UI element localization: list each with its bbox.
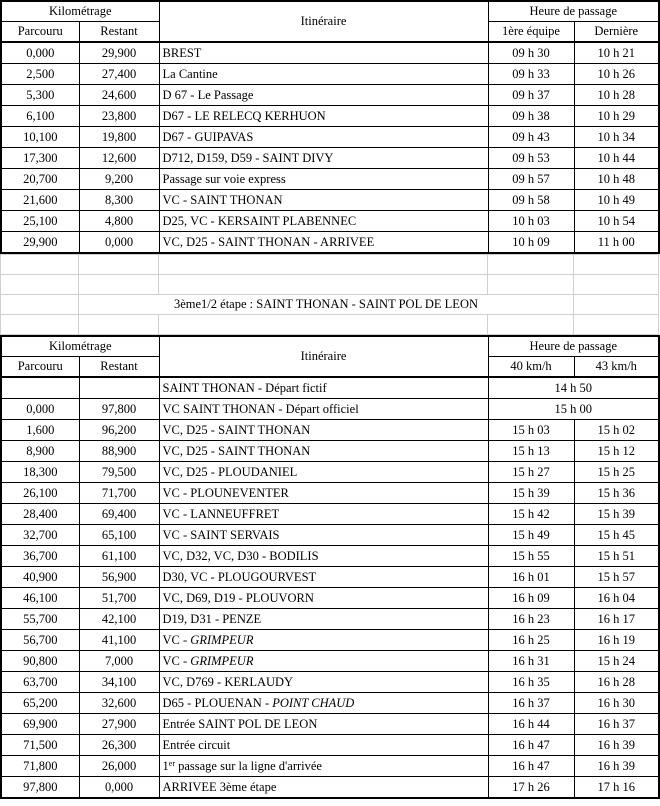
table-row	[1, 420, 659, 441]
restant-cell: 26,300	[79, 735, 159, 756]
itineraire-text: La Cantine	[162, 67, 218, 81]
parcouru-cell: 69,900	[1, 714, 79, 735]
time-first-cell: 16 h 35	[488, 672, 574, 693]
parcouru-cell: 18,300	[1, 462, 79, 483]
time-first-cell: 09 h 33	[488, 64, 574, 85]
time-first-cell: 10 h 03	[488, 211, 574, 232]
speed-40-header: 40 km/h	[488, 357, 574, 378]
itineraire-text: D65 - PLOUENAN -	[162, 696, 273, 710]
time-first-cell: 10 h 09	[488, 232, 574, 254]
itineraire-text: VC - LANNEUFFRET	[162, 507, 280, 521]
itineraire-text: VC -	[162, 654, 191, 668]
time-last-cell: 16 h 19	[574, 630, 659, 651]
itineraire-text: ARRIVEE 3ème étape	[162, 780, 277, 794]
restant-cell: 69,400	[79, 504, 159, 525]
time-last-cell: 16 h 17	[574, 609, 659, 630]
time-last-cell: 16 h 28	[574, 672, 659, 693]
time-last-cell: 10 h 54	[574, 211, 659, 232]
itineraire-text: D 67 - Le Passage	[162, 88, 254, 102]
itineraire-cell	[159, 714, 488, 735]
first-team-header: 1ère équipe	[488, 22, 574, 43]
itineraire-cell	[159, 651, 488, 672]
parcouru-cell: 26,100	[1, 483, 79, 504]
itineraire-text-rest: passage sur la ligne d'arrivée	[174, 759, 322, 773]
time-last-cell: 10 h 21	[574, 42, 659, 64]
parcouru-cell: 20,700	[1, 169, 79, 190]
itineraire-text: D19, D31 - PENZE	[162, 612, 262, 626]
parcouru-cell: 46,100	[1, 588, 79, 609]
itineraire-text: VC - SAINT THONAN	[162, 193, 283, 207]
last-header: Dernière	[574, 22, 659, 43]
itineraire-text: 1	[162, 759, 169, 773]
time-first-cell: 15 h 42	[488, 504, 574, 525]
parcouru-cell: 8,900	[1, 441, 79, 462]
itineraire-cell	[159, 232, 488, 254]
parcouru-cell: 2,500	[1, 64, 79, 85]
time-first-cell: 09 h 58	[488, 190, 574, 211]
time-first-cell: 16 h 47	[488, 756, 574, 777]
itineraire-text: VC, D69, D19 - PLOUVORN	[162, 591, 314, 605]
time-last-cell: 15 h 25	[574, 462, 659, 483]
itineraire-cell	[159, 85, 488, 106]
time-last-cell: 17 h 16	[574, 777, 659, 799]
heure-passage-header: Heure de passage	[488, 336, 659, 357]
restant-cell: 56,900	[79, 567, 159, 588]
restant-cell: 34,100	[79, 672, 159, 693]
table-row	[1, 588, 659, 609]
time-first-cell: 15 h 27	[488, 462, 574, 483]
itineraire-text: VC, D25 - PLOUDANIEL	[162, 465, 298, 479]
table-row	[1, 85, 659, 106]
itineraire-cell	[159, 609, 488, 630]
time-cell: 15 h 00	[488, 399, 659, 420]
parcouru-cell: 56,700	[1, 630, 79, 651]
itineraire-emphasis: GRIMPEUR	[190, 654, 254, 668]
restant-cell: 26,000	[79, 756, 159, 777]
table-row	[1, 651, 659, 672]
restant-header: Restant	[79, 22, 159, 43]
time-last-cell: 15 h 39	[574, 504, 659, 525]
table-row	[1, 64, 659, 85]
itineraire-text: VC, D769 - KERLAUDY	[162, 675, 294, 689]
time-first-cell: 16 h 47	[488, 735, 574, 756]
table-row	[1, 630, 659, 651]
time-last-cell: 16 h 30	[574, 693, 659, 714]
time-last-cell: 10 h 49	[574, 190, 659, 211]
table-row	[1, 546, 659, 567]
time-first-cell: 16 h 23	[488, 609, 574, 630]
itineraire-cell	[159, 525, 488, 546]
table-row	[1, 42, 659, 64]
restant-cell: 41,100	[79, 630, 159, 651]
time-last-cell: 15 h 51	[574, 546, 659, 567]
itineraire-cell	[159, 420, 488, 441]
table-row	[1, 127, 659, 148]
table-row	[1, 190, 659, 211]
parcouru-cell: 25,100	[1, 211, 79, 232]
itineraire-cell	[159, 672, 488, 693]
itineraire-header: Itinéraire	[159, 336, 488, 377]
table-row	[1, 567, 659, 588]
stage1-timetable	[0, 0, 660, 254]
parcouru-cell: 71,800	[1, 756, 79, 777]
time-last-cell: 15 h 45	[574, 525, 659, 546]
time-first-cell: 16 h 31	[488, 651, 574, 672]
itineraire-cell	[159, 190, 488, 211]
itineraire-cell	[159, 169, 488, 190]
itineraire-cell	[159, 211, 488, 232]
time-last-cell: 16 h 39	[574, 735, 659, 756]
table-row	[1, 609, 659, 630]
time-first-cell: 09 h 57	[488, 169, 574, 190]
itineraire-text: VC, D25 - SAINT THONAN	[162, 423, 311, 437]
table-row	[1, 525, 659, 546]
stage-separator	[0, 254, 659, 335]
time-first-cell: 09 h 37	[488, 85, 574, 106]
itineraire-text: D67 - GUIPAVAS	[162, 130, 254, 144]
parcouru-cell: 65,200	[1, 693, 79, 714]
itineraire-text: VC, D25 - SAINT THONAN	[162, 444, 311, 458]
kilometrage-header: Kilométrage	[1, 336, 159, 357]
restant-cell: 32,600	[79, 693, 159, 714]
restant-cell: 51,700	[79, 588, 159, 609]
time-first-cell: 16 h 44	[488, 714, 574, 735]
itineraire-cell: SAINT THONAN - Départ fictif	[159, 377, 488, 399]
itineraire-text: D67 - LE RELECQ KERHUON	[162, 109, 326, 123]
time-first-cell: 15 h 55	[488, 546, 574, 567]
restant-header: Restant	[79, 357, 159, 378]
table-row	[1, 756, 659, 777]
time-last-cell: 10 h 44	[574, 148, 659, 169]
restant-cell: 61,100	[79, 546, 159, 567]
table-row	[1, 462, 659, 483]
table-row	[1, 232, 659, 254]
time-last-cell: 10 h 34	[574, 127, 659, 148]
time-first-cell: 09 h 38	[488, 106, 574, 127]
itineraire-cell	[159, 777, 488, 799]
itineraire-cell	[159, 546, 488, 567]
parcouru-cell: 28,400	[1, 504, 79, 525]
parcouru-cell: 10,100	[1, 127, 79, 148]
itineraire-cell	[159, 693, 488, 714]
itineraire-text: VC, D25 - SAINT THONAN - ARRIVEE	[162, 235, 375, 249]
table-row	[1, 211, 659, 232]
restant-cell: 79,500	[79, 462, 159, 483]
itineraire-cell	[159, 64, 488, 85]
time-last-cell: 15 h 12	[574, 441, 659, 462]
table-row	[1, 504, 659, 525]
time-last-cell: 10 h 28	[574, 85, 659, 106]
time-last-cell: 15 h 57	[574, 567, 659, 588]
itineraire-emphasis: POINT CHAUD	[272, 696, 355, 710]
time-first-cell: 16 h 25	[488, 630, 574, 651]
itineraire-cell	[159, 106, 488, 127]
parcouru-cell: 0,000	[1, 42, 79, 64]
restant-cell: 97,800	[79, 399, 159, 420]
itineraire-cell	[159, 462, 488, 483]
itineraire-text: VC, D32, VC, D30 - BODILIS	[162, 549, 319, 563]
itineraire-text: Passage sur voie express	[162, 172, 286, 186]
itineraire-cell	[159, 127, 488, 148]
itineraire-text: D30, VC - PLOUGOURVEST	[162, 570, 317, 584]
table-row	[1, 777, 659, 799]
restant-cell: 27,400	[79, 64, 159, 85]
itineraire-header: Itinéraire	[159, 1, 488, 42]
restant-cell: 27,900	[79, 714, 159, 735]
time-last-cell: 15 h 02	[574, 420, 659, 441]
time-last-cell: 15 h 36	[574, 483, 659, 504]
itineraire-text: D712, D159, D59 - SAINT DIVY	[162, 151, 334, 165]
table-row	[1, 693, 659, 714]
time-first-cell: 15 h 13	[488, 441, 574, 462]
table-row	[1, 714, 659, 735]
time-last-cell: 11 h 00	[574, 232, 659, 254]
ordinal-suffix: er	[168, 759, 175, 768]
time-last-cell: 15 h 24	[574, 651, 659, 672]
itineraire-cell	[159, 756, 488, 777]
itineraire-cell	[159, 483, 488, 504]
itineraire-cell	[159, 42, 488, 64]
stage-title: 3ème1/2 étape : SAINT THONAN - SAINT POL DE LEON	[79, 295, 574, 315]
restant-cell: 9,200	[79, 169, 159, 190]
time-last-cell: 16 h 37	[574, 714, 659, 735]
parcouru-header: Parcouru	[1, 22, 79, 43]
itineraire-text: VC -	[162, 633, 191, 647]
time-first-cell: 09 h 43	[488, 127, 574, 148]
restant-cell: 88,900	[79, 441, 159, 462]
itineraire-text: BREST	[162, 46, 202, 60]
time-first-cell: 09 h 30	[488, 42, 574, 64]
table-row	[1, 672, 659, 693]
table-row	[1, 399, 659, 420]
parcouru-header: Parcouru	[1, 357, 79, 378]
restant-cell: 4,800	[79, 211, 159, 232]
parcouru-cell: 32,700	[1, 525, 79, 546]
parcouru-cell: 55,700	[1, 609, 79, 630]
restant-cell: 7,000	[79, 651, 159, 672]
itineraire-text: Entrée circuit	[162, 738, 231, 752]
restant-cell: 19,800	[79, 127, 159, 148]
parcouru-cell: 90,800	[1, 651, 79, 672]
restant-cell: 96,200	[79, 420, 159, 441]
parcouru-cell	[1, 377, 79, 399]
parcouru-cell: 21,600	[1, 190, 79, 211]
time-first-cell: 15 h 03	[488, 420, 574, 441]
parcouru-cell: 63,700	[1, 672, 79, 693]
time-first-cell: 15 h 39	[488, 483, 574, 504]
time-cell: 14 h 50	[488, 377, 659, 399]
speed-43-header: 43 km/h	[574, 357, 659, 378]
restant-cell: 24,600	[79, 85, 159, 106]
time-last-cell: 10 h 48	[574, 169, 659, 190]
restant-cell: 8,300	[79, 190, 159, 211]
parcouru-cell: 29,900	[1, 232, 79, 254]
kilometrage-header: Kilométrage	[1, 1, 159, 22]
itineraire-emphasis: GRIMPEUR	[190, 633, 254, 647]
restant-cell: 23,800	[79, 106, 159, 127]
parcouru-cell: 71,500	[1, 735, 79, 756]
itineraire-text: D25, VC - KERSAINT PLABENNEC	[162, 214, 357, 228]
restant-cell: 71,700	[79, 483, 159, 504]
parcouru-cell: 36,700	[1, 546, 79, 567]
itineraire-cell	[159, 567, 488, 588]
time-last-cell: 10 h 29	[574, 106, 659, 127]
itineraire-cell	[159, 630, 488, 651]
restant-cell: 0,000	[79, 777, 159, 799]
table-row	[1, 483, 659, 504]
parcouru-cell: 40,900	[1, 567, 79, 588]
itineraire-cell	[159, 735, 488, 756]
table-row	[1, 148, 659, 169]
time-first-cell: 09 h 53	[488, 148, 574, 169]
time-first-cell: 16 h 37	[488, 693, 574, 714]
table-row	[1, 735, 659, 756]
time-first-cell: 15 h 49	[488, 525, 574, 546]
time-first-cell: 16 h 01	[488, 567, 574, 588]
restant-cell: 29,900	[79, 42, 159, 64]
time-last-cell: 16 h 04	[574, 588, 659, 609]
time-first-cell: 16 h 09	[488, 588, 574, 609]
itineraire-text: VC - SAINT SERVAIS	[162, 528, 280, 542]
itineraire-cell	[159, 148, 488, 169]
restant-cell: 0,000	[79, 232, 159, 254]
time-last-cell: 16 h 39	[574, 756, 659, 777]
itineraire-text: Entrée SAINT POL DE LEON	[162, 717, 318, 731]
restant-cell	[79, 377, 159, 399]
restant-cell: 42,100	[79, 609, 159, 630]
parcouru-cell: 6,100	[1, 106, 79, 127]
parcouru-cell: 0,000	[1, 399, 79, 420]
stage2-timetable	[0, 335, 660, 799]
restant-cell: 12,600	[79, 148, 159, 169]
table-row	[1, 106, 659, 127]
table-row	[1, 169, 659, 190]
itineraire-cell: VC SAINT THONAN - Départ officiel	[159, 399, 488, 420]
itineraire-cell	[159, 441, 488, 462]
table-row	[1, 377, 659, 399]
time-last-cell: 10 h 26	[574, 64, 659, 85]
time-first-cell: 17 h 26	[488, 777, 574, 799]
heure-passage-header: Heure de passage	[488, 1, 659, 22]
table-row	[1, 441, 659, 462]
restant-cell: 65,100	[79, 525, 159, 546]
parcouru-cell: 1,600	[1, 420, 79, 441]
itineraire-cell	[159, 588, 488, 609]
parcouru-cell: 17,300	[1, 148, 79, 169]
parcouru-cell: 5,300	[1, 85, 79, 106]
itineraire-cell	[159, 504, 488, 525]
parcouru-cell: 97,800	[1, 777, 79, 799]
itineraire-text: VC - PLOUNEVENTER	[162, 486, 289, 500]
